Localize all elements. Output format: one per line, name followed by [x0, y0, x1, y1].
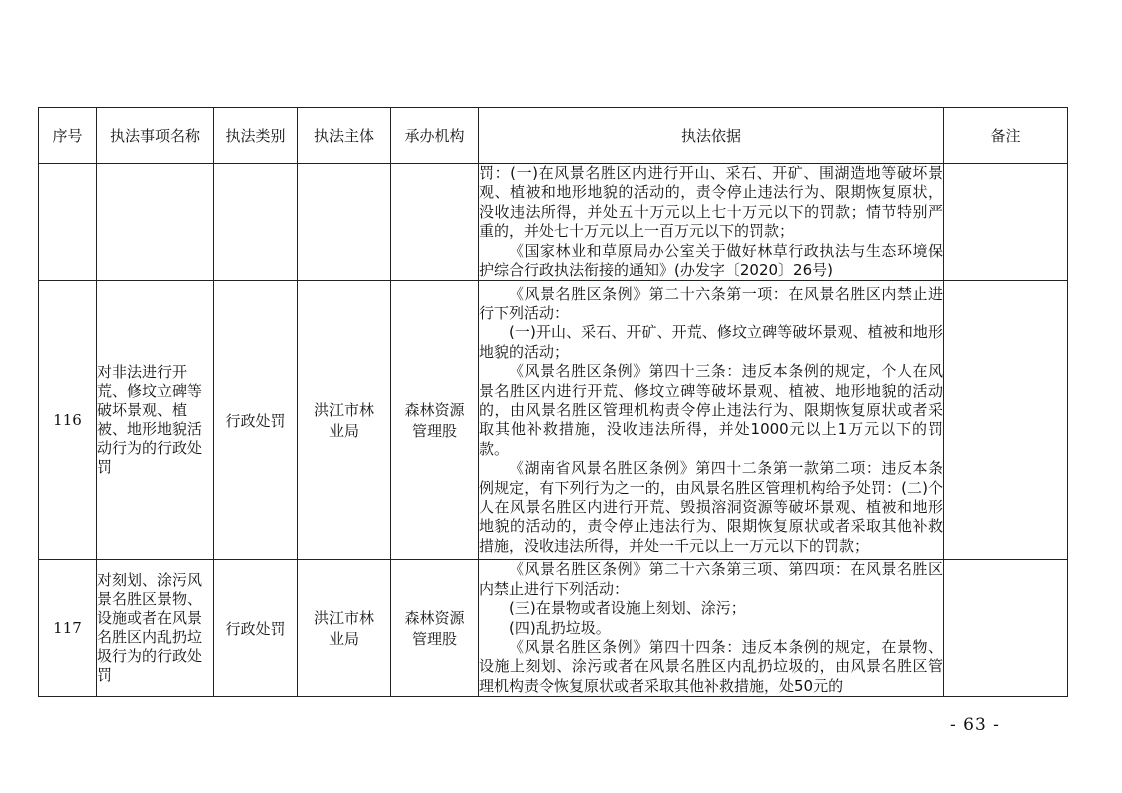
header-subject: 执法主体	[298, 108, 391, 164]
row-office	[391, 164, 479, 281]
table-row	[39, 560, 1068, 697]
header-remark: 备注	[944, 108, 1068, 164]
row-seq	[39, 164, 97, 281]
row-office: 森林资源管理股	[391, 560, 479, 697]
row-office: 森林资源管理股	[391, 281, 479, 560]
basis-paragraph: (四)乱扔垃圾。	[509, 618, 611, 637]
row-basis	[479, 281, 944, 560]
row-seq: 117	[39, 560, 97, 697]
basis-paragraph: 《风景名胜区条例》第二十六条第一项：在风景名胜区内禁止进行下列活动：	[479, 284, 943, 322]
table-row	[39, 281, 1068, 560]
basis-paragraph: 《湖南省风景名胜区条例》第四十二条第一款第二项：违反本条例规定，有下列行为之一的，由风景名胜区管理机构给予处罚：(二)个人在风景名胜区内进行开荒、毁损溶洞资源等破坏景观、植被和地形地貌的活动的，责令停止违法行为、限期恢复原状或者采取其他补救措施，没收违法所得，并处一千元以上一万元以下的罚款；	[479, 459, 943, 555]
row-remark	[944, 281, 1068, 560]
row-remark	[944, 164, 1068, 281]
row-seq: 116	[39, 281, 97, 560]
basis-paragraph: (一)开山、采石、开矿、开荒、修坟立碑等破坏景观、植被和地形地貌的活动；	[479, 323, 943, 361]
row-category	[214, 164, 298, 281]
row-remark	[944, 560, 1068, 697]
basis-paragraph: 《国家林业和草原局办公室关于做好林草行政执法与生态环境保护综合行政执法衔接的通知》(办发字〔2020〕26号)	[479, 241, 943, 280]
header-seq: 序号	[39, 108, 97, 164]
table-row	[39, 164, 1068, 281]
enforcement-table	[38, 107, 1068, 697]
row-name	[97, 164, 214, 281]
row-basis	[479, 164, 944, 281]
basis-paragraph: 《风景名胜区条例》第四十四条：违反本条例的规定，在景物、设施上刻划、涂污或者在风景名胜区内乱扔垃圾的，由风景名胜区管理机构责令恢复原状或者采取其他补救措施，处50元的	[479, 638, 943, 695]
basis-paragraph: 罚：(一)在风景名胜区内进行开山、采石、开矿、围湖造地等破坏景观、植被和地形地貌的活动的，责令停止违法行为、限期恢复原状，没收违法所得，并处五十万元以上七十万元以下的罚款；情节特别严重的，并处七十万元以上一百万元以下的罚款；	[479, 164, 943, 241]
header-basis: 执法依据	[479, 108, 944, 164]
row-name: 对刻划、涂污风景名胜区景物、设施或者在风景名胜区内乱扔垃圾行为的行政处罚	[97, 560, 214, 697]
row-subject: 洪江市林业局	[298, 281, 391, 560]
header-row	[39, 108, 1068, 164]
header-name: 执法事项名称	[97, 108, 214, 164]
basis-paragraph: (三)在景物或者设施上刻划、涂污；	[509, 599, 746, 618]
row-name: 对非法进行开荒、修坟立碑等破坏景观、植被、地形地貌活动行为的行政处罚	[97, 281, 214, 560]
header-category: 执法类别	[214, 108, 298, 164]
header-office: 承办机构	[391, 108, 479, 164]
basis-paragraph: 《风景名胜区条例》第四十三条：违反本条例的规定，个人在风景名胜区内进行开荒、修坟立碑等破坏景观、植被、地形地貌的活动的，由风景名胜区管理机构责令停止违法行为、限期恢复原状或者采取其他补救措施，没收违法所得，并处1000元以上1万元以下的罚款。	[479, 362, 943, 458]
row-category: 行政处罚	[214, 560, 298, 697]
row-category: 行政处罚	[214, 281, 298, 560]
row-subject	[298, 164, 391, 281]
row-basis	[479, 560, 944, 697]
page-number: - 63 -	[950, 715, 1000, 735]
basis-paragraph: 《风景名胜区条例》第二十六条第三项、第四项：在风景名胜区内禁止进行下列活动：	[479, 560, 943, 598]
row-subject: 洪江市林业局	[298, 560, 391, 697]
